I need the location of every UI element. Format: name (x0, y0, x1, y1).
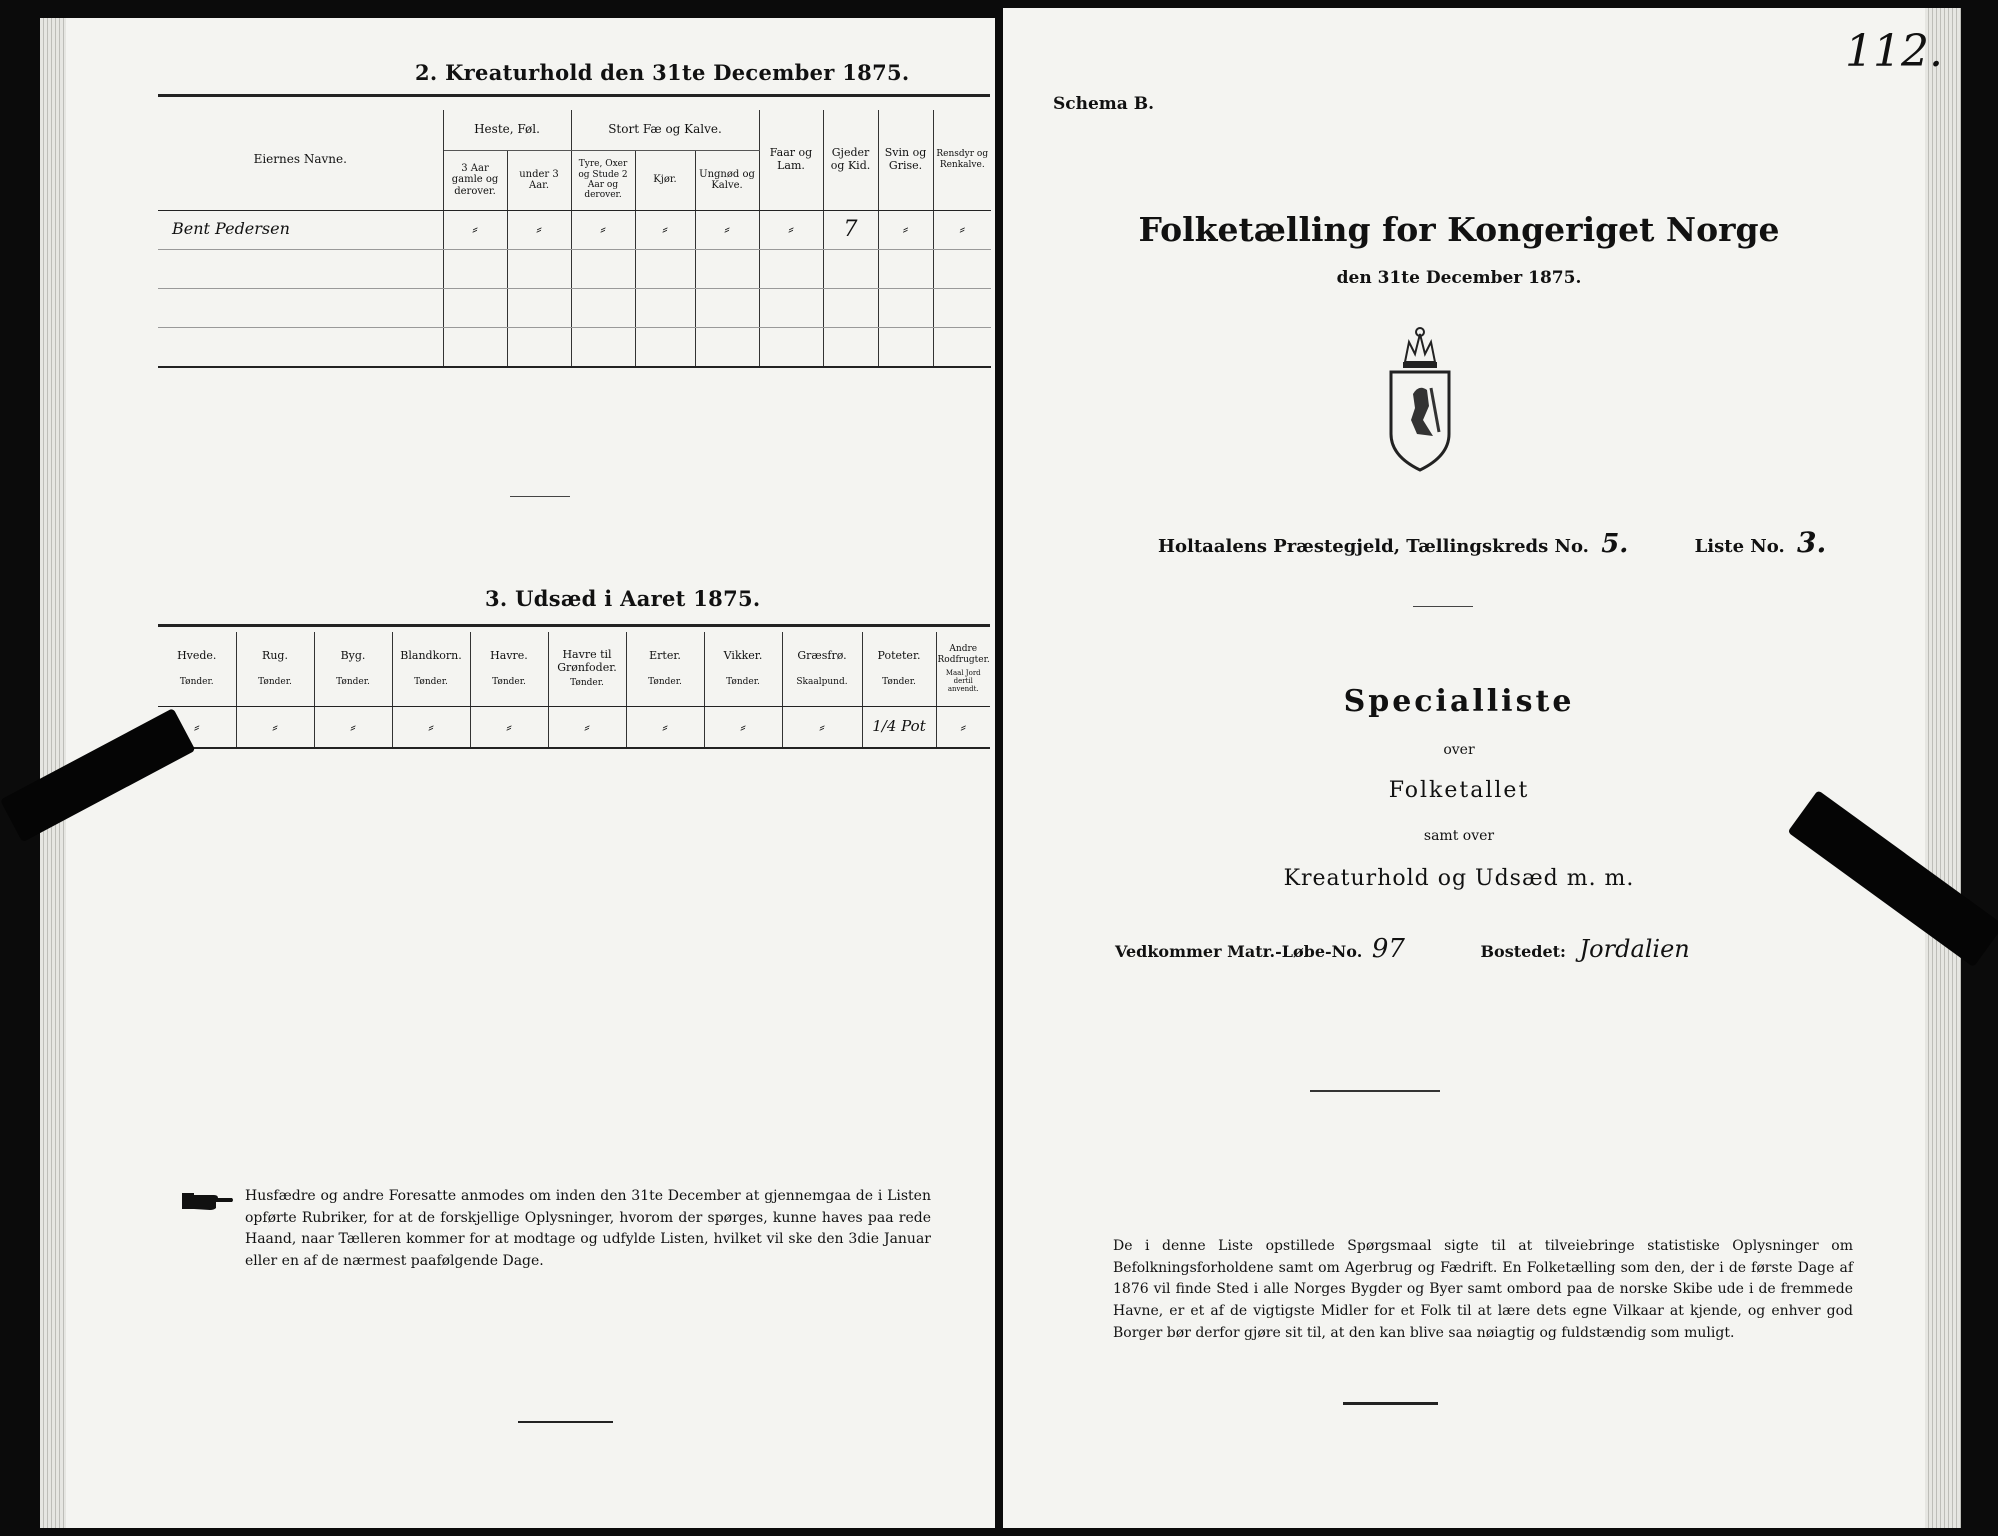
cell: ⸗ (236, 706, 314, 748)
col-byg: Byg. (340, 649, 366, 663)
cell: 7 (823, 210, 878, 249)
unit: Tønder. (726, 676, 760, 687)
col-gjeder: Gjeder og Kid. (823, 110, 878, 210)
unit: Tønder. (336, 676, 370, 687)
table-row (158, 706, 990, 748)
page-stack-edge (1925, 8, 1961, 1528)
notice-text: Husfædre og andre Foresatte anmodes om inden den 31te December at gjennemgaa de i Listen opførte Rubriker, for at de forskjellige Oplysninger, hvorom der spørges, kunne haves paa rede Haand, naar Tælleren kommer for at modtage og udfylde Listen, hvilket vil ske den 3die Januar eller en af de nærmest paafølgende Dage. (245, 1188, 931, 1270)
table-row (158, 327, 991, 367)
cell: ⸗ (548, 706, 626, 748)
separator (1310, 1090, 1440, 1092)
kreaturhold-table (158, 110, 991, 368)
pointing-hand-icon (180, 1188, 234, 1214)
line-over: over (1443, 742, 1475, 758)
col-faar: Faar og Lam. (759, 110, 823, 210)
col-havre-gronfoder: Havre til Grønfoder. (557, 647, 617, 674)
norway-coat-of-arms-icon (1383, 324, 1457, 474)
liste-label: Liste No. (1694, 536, 1785, 557)
separator (510, 496, 570, 497)
unit: Maal Jord dertil anvendt. (945, 669, 981, 694)
group-heste: Heste, Føl. (443, 110, 571, 150)
cell: ⸗ (392, 706, 470, 748)
section3-title: 3. Udsæd i Aaret 1875. (485, 586, 761, 611)
heading-specialliste: Specialliste (1343, 684, 1575, 719)
cell: ⸗ (933, 210, 991, 249)
unit: Tønder. (258, 676, 292, 687)
unit: Tønder. (882, 676, 916, 687)
unit: Tønder. (414, 676, 448, 687)
col-ungnod: Ungnød og Kalve. (695, 150, 759, 210)
liste-number: 3. (1797, 526, 1827, 559)
cell: ⸗ (571, 210, 635, 249)
col-andre-rodfrugter: Andre Rodfrugter. (937, 644, 990, 665)
line-samt-over: samt over (1423, 828, 1495, 844)
bosted-label: Bostedet: (1480, 942, 1566, 961)
matr-label: Vedkommer Matr.-Løbe-No. (1115, 942, 1363, 961)
col-kjor: Kjør. (635, 150, 695, 210)
col-vikker: Vikker. (723, 649, 763, 663)
cell: ⸗ (507, 210, 571, 249)
udsaed-table (158, 632, 990, 749)
col-havre: Havre. (490, 649, 528, 663)
separator (518, 1421, 613, 1423)
district-prefix: Holtaalens Præstegjeld, Tællingskreds No. (1158, 536, 1589, 557)
unit: Tønder. (570, 678, 604, 689)
section2-top-rule (158, 94, 990, 97)
cell: ⸗ (782, 706, 862, 748)
cell: ⸗ (626, 706, 704, 748)
date-line: den 31te December 1875. (1336, 268, 1582, 288)
cell: ⸗ (704, 706, 782, 748)
right-page (1003, 8, 1961, 1528)
separator (1413, 606, 1473, 607)
cell: ⸗ (759, 210, 823, 249)
cell: ⸗ (314, 706, 392, 748)
unit: Skaalpund. (796, 676, 848, 687)
matr-line (1115, 934, 1690, 964)
cell: ⸗ (443, 210, 507, 249)
col-rug: Rug. (262, 649, 288, 663)
col-tyre: Tyre, Oxer og Stude 2 Aar og derover. (571, 150, 635, 210)
schema-label: Schema B. (1053, 94, 1155, 114)
cell: 1/4 Pot (862, 706, 936, 748)
kreds-number: 5. (1601, 529, 1629, 559)
cell: ⸗ (878, 210, 933, 249)
col-blandkorn: Blandkorn. (400, 649, 462, 663)
col-heste-3aar: 3 Aar gamle og derover. (443, 150, 507, 210)
footer-text: De i denne Liste opstillede Spørgsmaal sigte til at tilveiebringe statistiske Oplysninger om Befolkningsforholdene samt om Agerbrug og Fædrift. En Folketælling som den, der i de første Dage af 1876 vil finde Sted i alle Norges Bygder og Byer samt ombord paa de norske Skibe ude i de fremmede Havne, er et af de vigtigste Midler for et Folk til at lære dets egne Vilkaar at kjende, og enhver god Borger bør derfor gjøre sit til, at den kan blive saa nøiagtig og fuldstændig som muligt. (1113, 1238, 1853, 1341)
district-line (1158, 526, 1826, 559)
left-page (40, 18, 995, 1528)
table-row (158, 249, 991, 288)
col-heste-under3: under 3 Aar. (507, 150, 571, 210)
page-number: 112. (1845, 26, 1943, 77)
cell: ⸗ (936, 706, 990, 748)
cell: ⸗ (470, 706, 548, 748)
owner-name: Bent Pedersen (158, 210, 443, 249)
table-row (158, 210, 991, 249)
section3-top-rule (158, 624, 990, 627)
unit: Tønder. (492, 676, 526, 687)
group-stort-fae: Stort Fæ og Kalve. (571, 110, 759, 150)
cell: ⸗ (695, 210, 759, 249)
matr-value: 97 (1371, 934, 1405, 964)
section2-title: 2. Kreaturhold den 31te December 1875. (415, 60, 910, 85)
main-title: Folketælling for Kongeriget Norge (1138, 210, 1780, 249)
table-row (158, 288, 991, 327)
col-hvede: Hvede. (177, 649, 217, 663)
line-folketallet: Folketallet (1388, 778, 1530, 803)
unit: Tønder. (648, 676, 682, 687)
line-kreaturhold: Kreaturhold og Udsæd m. m. (1283, 866, 1635, 891)
cell: ⸗ (158, 706, 236, 748)
col-poteter: Poteter. (877, 649, 921, 663)
col-eiernes-navne: Eiernes Navne. (158, 110, 443, 210)
unit: Tønder. (179, 676, 214, 687)
col-rensdyr: Rensdyr og Renkalve. (933, 110, 991, 210)
col-graesfro: Græsfrø. (797, 649, 847, 663)
col-erter: Erter. (649, 649, 681, 663)
cell: ⸗ (635, 210, 695, 249)
col-svin: Svin og Grise. (878, 110, 933, 210)
separator (1343, 1402, 1438, 1405)
bosted-value: Jordalien (1579, 935, 1690, 963)
